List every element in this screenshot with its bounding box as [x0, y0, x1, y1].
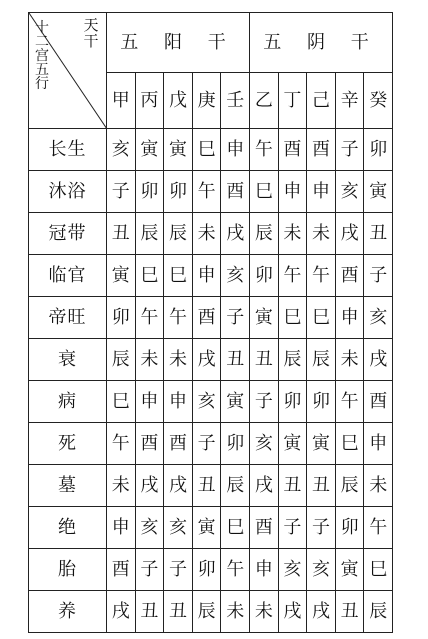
table-row — [29, 129, 393, 171]
branch-cell: 子 — [192, 423, 221, 465]
branch-cell: 子 — [164, 549, 193, 591]
table-row — [29, 591, 393, 633]
table-row — [29, 339, 393, 381]
branch-cell: 寅 — [221, 381, 250, 423]
branch-cell: 午 — [221, 549, 250, 591]
row-label: 绝 — [29, 507, 107, 549]
branch-cell: 巳 — [250, 171, 279, 213]
branch-cell: 未 — [364, 465, 393, 507]
branch-cell: 亥 — [278, 549, 307, 591]
branch-cell: 卯 — [278, 381, 307, 423]
stem-header-cell: 己 — [307, 73, 336, 129]
table-row — [29, 255, 393, 297]
branch-cell: 酉 — [364, 381, 393, 423]
branch-cell: 午 — [307, 255, 336, 297]
stem-header-cell: 丁 — [278, 73, 307, 129]
branch-cell: 戌 — [107, 591, 136, 633]
branch-cell: 辰 — [221, 465, 250, 507]
branch-cell: 卯 — [221, 423, 250, 465]
branch-cell: 卯 — [164, 171, 193, 213]
branch-cell: 辰 — [250, 213, 279, 255]
branch-cell: 巳 — [278, 297, 307, 339]
branch-cell: 子 — [135, 549, 164, 591]
branch-cell: 戌 — [221, 213, 250, 255]
branch-cell: 申 — [335, 297, 364, 339]
branch-cell: 亥 — [135, 507, 164, 549]
branch-cell: 子 — [107, 171, 136, 213]
branch-cell: 申 — [135, 381, 164, 423]
twelve-palaces-table — [28, 12, 393, 633]
branch-cell: 巳 — [221, 507, 250, 549]
branch-cell: 辰 — [164, 213, 193, 255]
group-header-row — [29, 13, 393, 73]
branch-cell: 申 — [221, 129, 250, 171]
stem-header-cell: 庚 — [192, 73, 221, 129]
branch-cell: 丑 — [335, 591, 364, 633]
branch-cell: 寅 — [164, 129, 193, 171]
branch-cell: 未 — [221, 591, 250, 633]
branch-cell: 亥 — [307, 549, 336, 591]
branch-cell: 戌 — [192, 339, 221, 381]
branch-cell: 辰 — [107, 339, 136, 381]
row-label: 病 — [29, 381, 107, 423]
branch-cell: 卯 — [335, 507, 364, 549]
branch-cell: 寅 — [250, 297, 279, 339]
branch-cell: 子 — [221, 297, 250, 339]
branch-cell: 酉 — [307, 129, 336, 171]
branch-cell: 巳 — [364, 549, 393, 591]
branch-cell: 未 — [192, 213, 221, 255]
branch-cell: 戌 — [307, 591, 336, 633]
branch-cell: 酉 — [335, 255, 364, 297]
branch-cell: 子 — [307, 507, 336, 549]
table-row — [29, 465, 393, 507]
branch-cell: 未 — [135, 339, 164, 381]
branch-cell: 申 — [364, 423, 393, 465]
branch-cell: 卯 — [364, 129, 393, 171]
branch-cell: 戌 — [335, 213, 364, 255]
branch-cell: 寅 — [192, 507, 221, 549]
branch-cell: 午 — [107, 423, 136, 465]
branch-cell: 午 — [135, 297, 164, 339]
row-label: 养 — [29, 591, 107, 633]
branch-cell: 酉 — [250, 507, 279, 549]
table-row — [29, 423, 393, 465]
branch-cell: 丑 — [107, 213, 136, 255]
branch-cell: 巳 — [335, 423, 364, 465]
branch-cell: 戌 — [364, 339, 393, 381]
row-label: 临官 — [29, 255, 107, 297]
row-label: 胎 — [29, 549, 107, 591]
table-body — [29, 13, 393, 633]
branch-cell: 丑 — [307, 465, 336, 507]
branch-cell: 巳 — [307, 297, 336, 339]
branch-cell: 申 — [164, 381, 193, 423]
branch-cell: 午 — [278, 255, 307, 297]
yang-stems-group-header: 五 阳 干 — [107, 13, 250, 73]
branch-cell: 午 — [250, 129, 279, 171]
branch-cell: 巳 — [192, 129, 221, 171]
stem-header-cell: 癸 — [364, 73, 393, 129]
stem-header-cell: 丙 — [135, 73, 164, 129]
branch-cell: 丑 — [135, 591, 164, 633]
branch-cell: 申 — [278, 171, 307, 213]
branch-cell: 申 — [250, 549, 279, 591]
branch-cell: 辰 — [307, 339, 336, 381]
heavenly-stems-label: 天干 — [83, 16, 99, 50]
branch-cell: 辰 — [364, 591, 393, 633]
row-label: 衰 — [29, 339, 107, 381]
branch-cell: 亥 — [107, 129, 136, 171]
branch-cell: 亥 — [192, 381, 221, 423]
row-label: 长生 — [29, 129, 107, 171]
branch-cell: 子 — [335, 129, 364, 171]
branch-cell: 未 — [335, 339, 364, 381]
branch-cell: 子 — [278, 507, 307, 549]
branch-cell: 卯 — [192, 549, 221, 591]
branch-cell: 戌 — [278, 591, 307, 633]
branch-cell: 申 — [307, 171, 336, 213]
stem-header-cell: 甲 — [107, 73, 136, 129]
row-label: 冠带 — [29, 213, 107, 255]
branch-cell: 戌 — [250, 465, 279, 507]
branch-cell: 午 — [335, 381, 364, 423]
branch-cell: 亥 — [250, 423, 279, 465]
row-label: 沐浴 — [29, 171, 107, 213]
palaces-elements-label: 十二宫五行 — [35, 20, 49, 92]
diagonal-header-cell — [29, 13, 107, 129]
stem-header-cell: 辛 — [335, 73, 364, 129]
branch-cell: 巳 — [164, 255, 193, 297]
branch-cell: 午 — [364, 507, 393, 549]
branch-cell: 酉 — [192, 297, 221, 339]
branch-cell: 辰 — [192, 591, 221, 633]
table-row — [29, 507, 393, 549]
branch-cell: 酉 — [221, 171, 250, 213]
branch-cell: 丑 — [164, 591, 193, 633]
branch-cell: 卯 — [135, 171, 164, 213]
branch-cell: 亥 — [221, 255, 250, 297]
branch-cell: 卯 — [307, 381, 336, 423]
branch-cell: 丑 — [364, 213, 393, 255]
branch-cell: 未 — [107, 465, 136, 507]
branch-cell: 酉 — [135, 423, 164, 465]
table-row — [29, 549, 393, 591]
branch-cell: 辰 — [135, 213, 164, 255]
branch-cell: 戌 — [164, 465, 193, 507]
yin-stems-group-header: 五 阴 干 — [250, 13, 393, 73]
stem-header-cell: 戊 — [164, 73, 193, 129]
row-label: 帝旺 — [29, 297, 107, 339]
branch-cell: 子 — [364, 255, 393, 297]
branch-cell: 戌 — [135, 465, 164, 507]
branch-cell: 未 — [250, 591, 279, 633]
branch-cell: 辰 — [278, 339, 307, 381]
branch-cell: 丑 — [278, 465, 307, 507]
stem-header-cell: 乙 — [250, 73, 279, 129]
branch-cell: 酉 — [278, 129, 307, 171]
branch-cell: 亥 — [164, 507, 193, 549]
branch-cell: 卯 — [107, 297, 136, 339]
branch-cell: 未 — [278, 213, 307, 255]
branch-cell: 亥 — [335, 171, 364, 213]
branch-cell: 申 — [192, 255, 221, 297]
branch-cell: 寅 — [135, 129, 164, 171]
branch-cell: 巳 — [135, 255, 164, 297]
branch-cell: 酉 — [107, 549, 136, 591]
branch-cell: 寅 — [307, 423, 336, 465]
branch-cell: 寅 — [335, 549, 364, 591]
branch-cell: 午 — [164, 297, 193, 339]
branch-cell: 未 — [307, 213, 336, 255]
stem-header-cell: 壬 — [221, 73, 250, 129]
branch-cell: 卯 — [250, 255, 279, 297]
branch-cell: 辰 — [335, 465, 364, 507]
branch-cell: 酉 — [164, 423, 193, 465]
branch-cell: 丑 — [250, 339, 279, 381]
branch-cell: 申 — [107, 507, 136, 549]
table-row — [29, 213, 393, 255]
table-row — [29, 381, 393, 423]
branch-cell: 亥 — [364, 297, 393, 339]
row-label: 墓 — [29, 465, 107, 507]
table-row — [29, 171, 393, 213]
branch-cell: 丑 — [192, 465, 221, 507]
branch-cell: 午 — [192, 171, 221, 213]
branch-cell: 寅 — [278, 423, 307, 465]
branch-cell: 未 — [164, 339, 193, 381]
branch-cell: 寅 — [364, 171, 393, 213]
table-row — [29, 297, 393, 339]
row-label: 死 — [29, 423, 107, 465]
branch-cell: 巳 — [107, 381, 136, 423]
branch-cell: 丑 — [221, 339, 250, 381]
branch-cell: 子 — [250, 381, 279, 423]
branch-cell: 寅 — [107, 255, 136, 297]
